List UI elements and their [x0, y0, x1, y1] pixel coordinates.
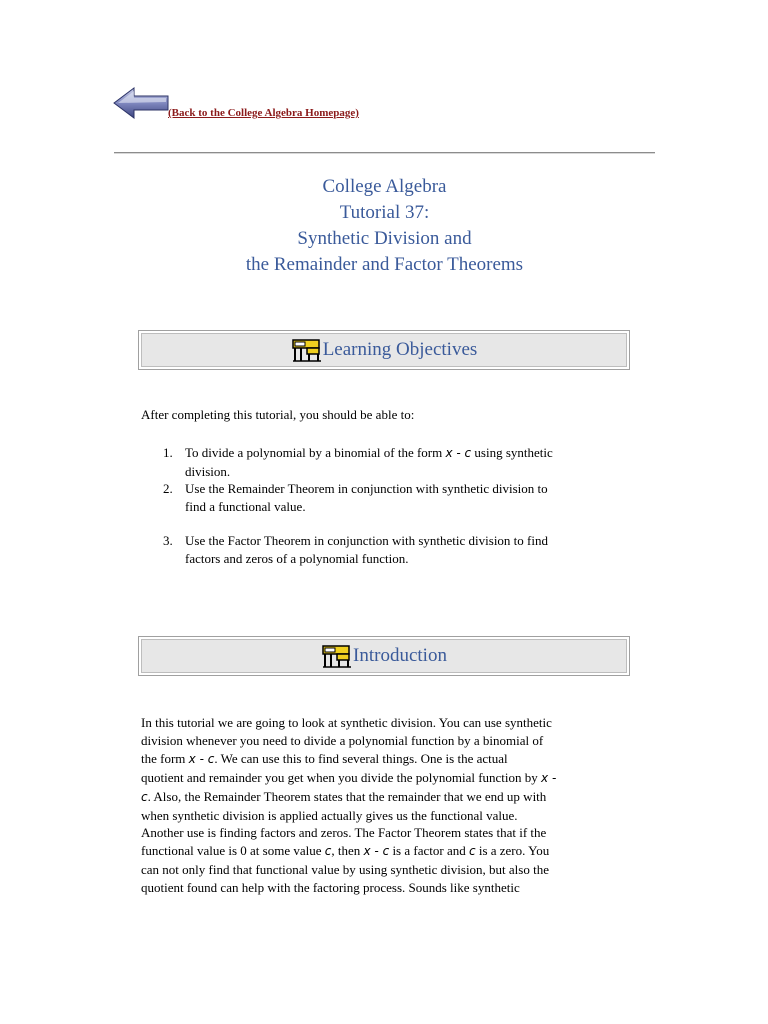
title-line-3: Synthetic Division and — [297, 228, 472, 249]
text-fragment: is a factor and — [389, 843, 469, 859]
math-expression: x - c — [363, 844, 390, 859]
introduction-paragraph — [141, 714, 629, 897]
paragraph-line — [141, 842, 629, 861]
text-fragment: the form — [141, 750, 189, 766]
list-item-text: To divide a polynomial by a binomial of the form — [185, 445, 446, 460]
paragraph-line: division whenever you need to divide a polynomial function by a binomial of — [141, 732, 544, 748]
text-fragment: functional value is 0 at some value — [141, 843, 325, 859]
page-title — [114, 174, 655, 278]
text-fragment: , then — [331, 843, 364, 859]
list-item-text: division. — [185, 463, 231, 479]
paragraph-line: can not only find that functional value by using synthetic division, but also the — [141, 862, 549, 878]
list-item-text: find a functional value. — [185, 498, 306, 514]
objectives-intro: After completing this tutorial, you should be able to: — [141, 407, 415, 422]
math-expression: x - — [541, 770, 557, 785]
text-fragment: . Also, the Remainder Theorem states that the remainder that we end up with — [147, 788, 547, 804]
list-item-number: 1. — [163, 445, 173, 460]
paragraph-line: when synthetic division is applied actually gives us the functional value. — [141, 807, 518, 823]
paragraph-line — [141, 750, 629, 769]
title-line-2: Tutorial 37: — [339, 202, 430, 223]
math-expression: x - c — [188, 751, 215, 766]
text-fragment: . We can use this to find several things. One is the actual — [214, 750, 508, 766]
title-line-4: the Remainder and Factor Theorems — [245, 254, 524, 275]
introduction-title: Introduction — [353, 645, 447, 666]
text-fragment: is a zero. You — [475, 843, 550, 859]
learning-objectives-header — [138, 330, 630, 370]
list-item-text: factors and zeros of a polynomial function. — [185, 550, 409, 566]
math-expression: c — [141, 789, 148, 804]
paragraph-line — [141, 788, 629, 807]
math-expression: c — [468, 844, 476, 859]
list-item-number: 2. — [163, 481, 173, 496]
desk-icon — [291, 337, 323, 363]
text-fragment: quotient and remainder you get when you divide the polynomial function by — [141, 769, 542, 785]
list-item-number: 3. — [163, 533, 173, 548]
list-item-text: Use the Remainder Theorem in conjunction with synthetic division to — [185, 481, 548, 496]
list-item-text: Use the Factor Theorem in conjunction with synthetic division to find — [185, 533, 548, 548]
paragraph-line: Another use is finding factors and zeros. The Factor Theorem states that if the — [141, 825, 547, 841]
title-line-1: College Algebra — [322, 176, 447, 197]
paragraph-line: In this tutorial we are going to look at synthetic division. You can use synthetic — [141, 715, 552, 730]
horizontal-divider — [114, 152, 655, 154]
math-expression: x - c — [445, 446, 472, 460]
introduction-header — [138, 636, 630, 676]
back-to-homepage-link[interactable]: (Back to the College Algebra Homepage) — [168, 107, 359, 119]
desk-icon — [321, 643, 353, 669]
back-arrow-icon[interactable] — [112, 86, 170, 120]
paragraph-line — [141, 769, 629, 788]
list-item-text: using synthetic — [471, 445, 553, 460]
math-expression: c — [324, 844, 332, 859]
paragraph-line: quotient found can help with the factoring process. Sounds like synthetic — [141, 880, 520, 896]
learning-objectives-title: Learning Objectives — [322, 339, 478, 360]
